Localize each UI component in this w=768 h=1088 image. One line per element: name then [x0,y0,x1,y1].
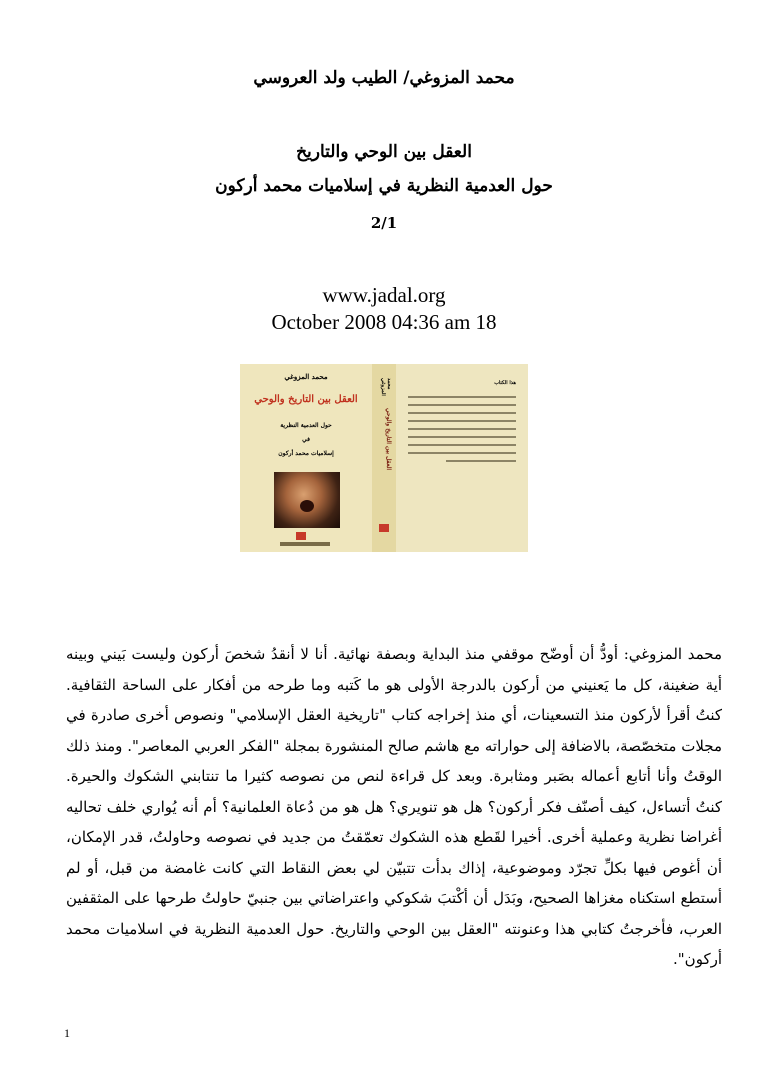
cover-author: محمد المزوغي [284,372,328,381]
article-subtitle: حول العدمية النظرية في إسلاميات محمد أركون [215,176,553,196]
back-cover-text-line [408,444,516,446]
back-cover-text-line [446,460,516,462]
cover-photo [274,472,340,528]
back-cover-text-line [408,396,516,398]
book-front-cover [240,364,372,552]
book-cover-image [240,364,528,552]
spine-title: العقل بين التاريخ والوحي [385,408,392,471]
page-number: 1 [64,1026,70,1040]
publisher-logo-icon [296,532,306,540]
back-cover-text-line [408,428,516,430]
book-spine [372,364,396,552]
book-back-cover [396,364,528,552]
spine-author: محمد المزوغي [380,378,392,396]
back-cover-heading: هذا الكتاب [494,380,516,386]
publisher-name-bar [280,542,330,546]
source-website: www.jadal.org [322,283,446,307]
back-cover-text-line [408,420,516,422]
spine-logo-icon [379,524,389,532]
cover-subtitle-line-2: في [302,436,310,443]
interview-paragraph: محمد المزوغي: أودُّ أن أوضّح موقفي منذ البداية وبصفة نهائية. أنا لا أنقدُ شخصَ أركون وليست بَيني وبينه أية ضغينة، كل ما يَعنيني من أركون بالدرجة الأولى هو ما كَتبه وما طرحه من أفكار على الساحة الثقافية. كنتُ أقرأ لأركون منذ التسعينات، أي منذ إخراجه كتاب "تاريخية العقل الإسلامي" ونصوص أخرى صادرة في مجلات متخصّصة، بالاضافة إلى حواراته مع هاشم صالح المنشورة بمجلة "الفكر العربي المعاصر". ومنذ ذلك الوقتُ وأنا أتابع أعماله بصَبر ومثابرة. وبعد كل قراءة لنص من نصوصه كثيرا ما تنتابني الشكوك والحيرة. كنتُ أتساءل، كيف أصنّف فكر أركون؟ هل هو تنويري؟ هل هو من دُعاة العلمانية؟ أم أنه يُواري خلف تحاليه أغراضا نظرية وعملية أخرى. أخيرا لقَطع هذه الشكوك تعمّقتُ من جديد في نصوصه وحاولتُ، قدر الإمكان، أن أغوص فيها بكلِّ تجرّد وموضوعية، إذاك بدأت تتبيّن لي بعض النقاط التي كانت غامضة من قبل، أو لم أستطع استكناه مغزاها الصحيح، وبَدَل أن أكْتبَ شكوكي واعتراضاتي بين جنبيّ حاولتُ طرحها على المثقفين العرب، فأخرجتُ كتابي هذا وعنونته "العقل بين الوحي والتاريخ. حول العدمية النظرية في اسلاميات محمد أركون". [66,645,722,968]
cover-photo-detail [300,500,314,512]
back-cover-text-line [408,452,516,454]
back-cover-text-line [408,412,516,414]
article-title: العقل بين الوحي والتاريخ [296,142,472,162]
cover-title: العقل بين التاريخ والوحي [254,394,358,405]
back-cover-text-line [408,404,516,406]
part-indicator: 2/1 [370,214,398,232]
cover-subtitle-line-1: حول العدمية النظرية [280,422,332,429]
back-cover-text-line [408,436,516,438]
cover-subtitle-line-3: إسلاميات محمد أركون [278,450,334,457]
publication-date: October 2008 04:36 am 18 [271,310,497,334]
author-line: محمد المزوغي/ الطيب ولد العروسي [253,68,515,88]
